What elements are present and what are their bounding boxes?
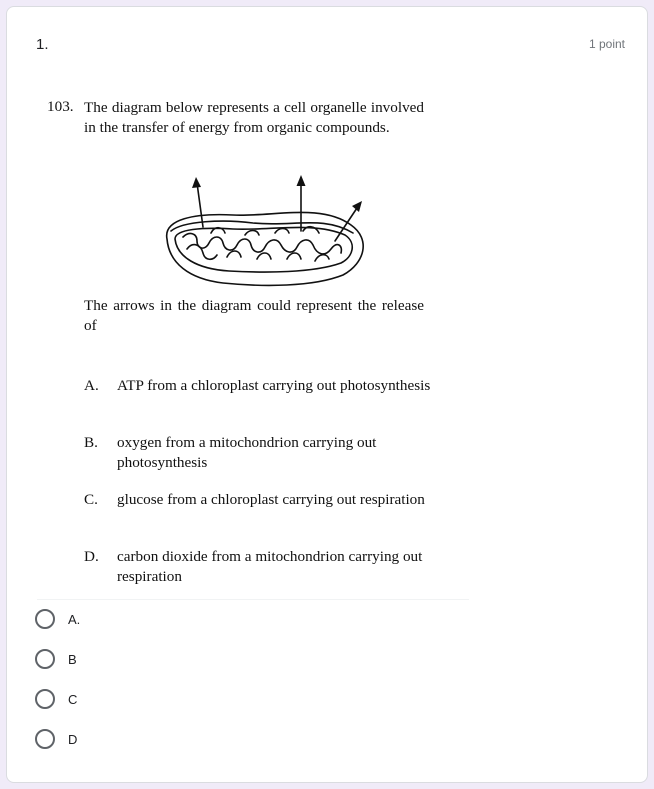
option-label: A.: [68, 611, 81, 627]
choice-text: ATP from a chloroplast carrying out photosynthesis: [117, 377, 431, 394]
radio-circle-icon[interactable]: [35, 729, 55, 749]
option-d[interactable]: [35, 727, 77, 751]
radio-circle-icon[interactable]: [35, 609, 55, 629]
radio-circle-icon[interactable]: [35, 689, 55, 709]
choice-text: glucose from a chloroplast carrying out respiration: [117, 491, 425, 508]
question-number: 1.: [36, 36, 49, 53]
item-number: 103.: [47, 98, 74, 115]
question-card: [6, 6, 648, 783]
choice-text: carbon dioxide from a mitochondrion carrying out respiration: [117, 548, 423, 585]
choice-text: oxygen from a mitochondrion carrying out photosynthesis: [117, 434, 377, 471]
option-a[interactable]: [35, 607, 80, 631]
choice-letter: A.: [84, 377, 99, 394]
question-points: 1 point: [588, 37, 625, 51]
question-stem-followup: The arrows in the diagram could represent the release of: [84, 297, 424, 334]
question-image: [37, 89, 467, 599]
divider: [37, 599, 469, 600]
mitochondrion-diagram: [153, 175, 373, 289]
choice-letter: C.: [84, 491, 98, 508]
choice-letter: D.: [84, 548, 99, 565]
question-stem: The diagram below represents a cell organelle involved in the transfer of energy from organic compounds.: [84, 99, 424, 136]
option-label: B: [68, 651, 77, 667]
option-b[interactable]: [35, 647, 77, 671]
option-label: C: [68, 691, 78, 707]
option-c[interactable]: [35, 687, 77, 711]
choice-letter: B.: [84, 434, 98, 451]
option-label: D: [68, 731, 78, 747]
radio-circle-icon[interactable]: [35, 649, 55, 669]
